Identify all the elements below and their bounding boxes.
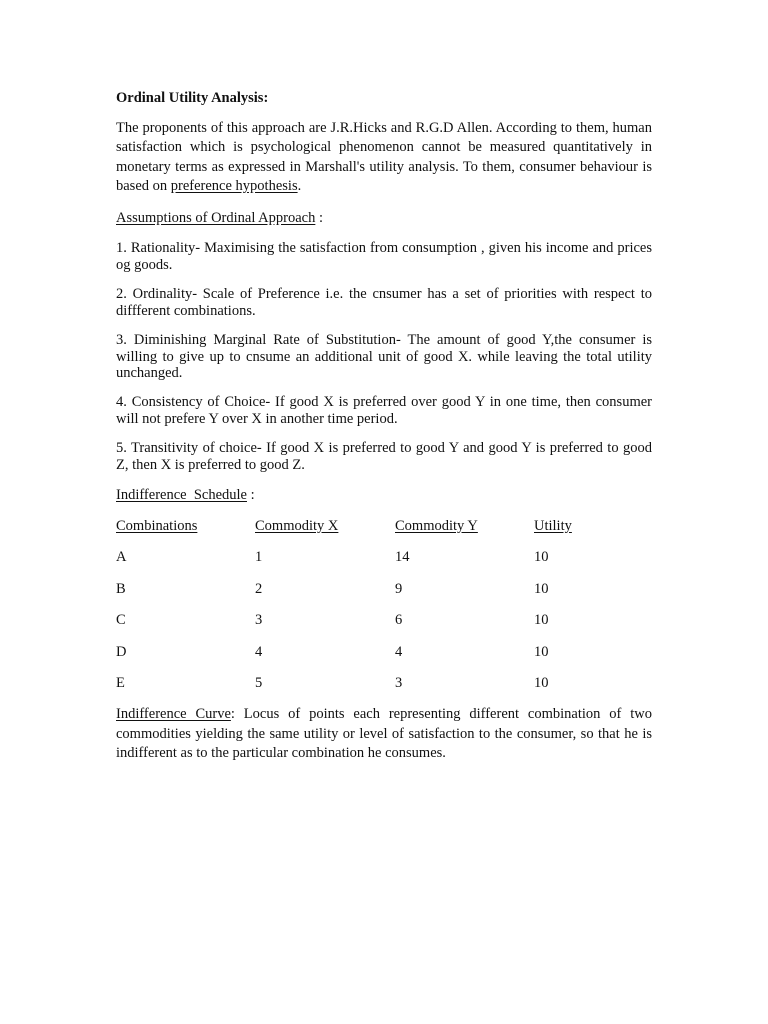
utility-cell: 10 — [534, 675, 549, 691]
intro-paragraph — [116, 119, 652, 196]
commodity-x-cell: 4 — [255, 644, 263, 660]
commodity-x-cell: 2 — [255, 581, 263, 597]
assumptions-heading-text: Assumptions of Ordinal Approach — [116, 210, 316, 226]
utility-cell: 10 — [534, 612, 549, 628]
assumptions-heading-suffix: : — [315, 210, 324, 226]
table-row — [116, 643, 652, 661]
assumptions-heading — [116, 209, 323, 227]
commodity-x-cell: 1 — [255, 549, 263, 565]
assumption-item: 4. Consistency of Choice- If good X is preferred over good Y in one time, then consumer will not prefere Y over X in another time period. — [116, 394, 652, 427]
document-title: Ordinal Utility Analysis: — [116, 90, 269, 106]
indifference-curve-term: Indifference Curve — [116, 706, 231, 722]
assumption-item: 1. Rationality- Maximising the satisfaction from consumption , given his income and prices og goods. — [116, 240, 652, 273]
assumption-item: 3. Diminishing Marginal Rate of Substitution- The amount of good Y,the consumer is willing to give up to cnsume an additional unit of good X. while leaving the total utility unchanged. — [116, 332, 652, 381]
commodity-y-cell: 9 — [395, 581, 403, 597]
column-header-utility: Utility — [534, 518, 572, 534]
preference-hypothesis-term: preference hypothesis — [170, 177, 298, 194]
schedule-heading-suffix: : — [246, 487, 255, 503]
combination-cell: A — [116, 549, 127, 565]
column-header-commodity-y: Commodity Y — [395, 518, 478, 534]
commodity-x-cell: 5 — [255, 675, 263, 691]
table-header-row — [116, 517, 652, 535]
column-header-combinations: Combinations — [116, 518, 198, 534]
intro-end: . — [297, 177, 302, 194]
table-row — [116, 548, 652, 566]
commodity-x-cell: 3 — [255, 612, 263, 628]
table-row — [116, 611, 652, 629]
indifference-curve-text: : Locus of points each representing different combination of two commodities yielding the same utility or level of satisfaction to the consumer, so that he is indifferent as to the particular combination he consumes. — [116, 706, 652, 761]
commodity-y-cell: 14 — [395, 549, 410, 565]
column-header-commodity-x: Commodity X — [255, 518, 339, 534]
combination-cell: D — [116, 644, 127, 660]
intro-text: The proponents of this approach are J.R.Hicks and R.G.D Allen. According to them, human satisfaction which is psychological phenomenon cannot be measured quantitatively in monetary terms as expressed in Marshall's utility analysis. To them, consumer behaviour is based on — [116, 120, 652, 194]
utility-cell: 10 — [534, 581, 549, 597]
utility-cell: 10 — [534, 549, 549, 565]
assumption-item: 5. Transitivity of choice- If good X is preferred to good Y and good Y is preferred to good Z, then X is preferred to good Z. — [116, 440, 652, 473]
assumption-item: 2. Ordinality- Scale of Preference i.e. the cnsumer has a set of priorities with respect to diffferent combinations. — [116, 286, 652, 319]
commodity-y-cell: 6 — [395, 612, 403, 628]
schedule-heading-text: Indifference Schedule — [116, 487, 247, 503]
combination-cell: E — [116, 675, 125, 691]
table-row — [116, 674, 652, 692]
utility-cell: 10 — [534, 644, 549, 660]
schedule-heading — [116, 486, 255, 504]
commodity-y-cell: 4 — [395, 644, 403, 660]
indifference-curve-definition — [116, 705, 652, 764]
table-row — [116, 580, 652, 598]
combination-cell: C — [116, 612, 126, 628]
combination-cell: B — [116, 581, 126, 597]
commodity-y-cell: 3 — [395, 675, 403, 691]
